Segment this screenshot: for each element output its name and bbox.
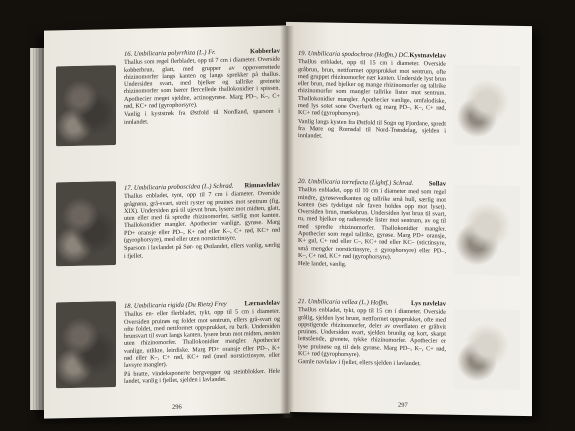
lichen-photo-21 — [454, 309, 520, 390]
entry-common-name: Kobberlav — [249, 47, 280, 56]
entry-title: 17. Umbilicaria proboscidea (L.) Schrad. — [124, 182, 234, 192]
lichen-photo-17 — [56, 181, 116, 266]
entry-distribution: Hele landet, vanlig. — [298, 260, 347, 269]
entry-distribution: Vanlig i kyststrøk fra Østfold til Nordland, sparsom i innlandet. — [124, 108, 280, 126]
entry-distribution: Vanlig langs kysten fra Østfold til Sogn og Fjordane, spredt fra Møre og Romsdal til Nord-Trøndelag, sjelden i innlandet. — [298, 117, 446, 140]
entry-body: Thallus enbladet, tykt, opp til 15 cm i diameter. Overside grålig, sjelden lyst brunt, nettformet oppsprukket, ofte med oppstigende rhizinomorfer, deler av overflaten er gråhvit pruinøs. Undersiden svart, sjelden brunlig og kort, skarpt lettstående, grenete, tykke rhizinomorfer. Apothecier er lyse pruinøse og til dels gyrøse. Marg PD–, K–, C+ rød, KC+ rød (gyrophorsyre). — [298, 306, 446, 359]
entry-19 — [298, 50, 446, 142]
entry-18 — [124, 300, 280, 386]
entry-title: 20. Umbilicaria torrefacta (Lightf.) Schrad. — [298, 178, 414, 188]
entry-body: Thallus enbladet, opp til 10 cm i diameter med som regel mindre, gyrøsevedkanten og tallrike små hull, særlig mot kanten (ses tydeligst når faven holdes opp mot lyset). Oversiden brun, mørkebrun. Undersiden lyst brun til svart, ru, med bjelker og radierende lister mot sentrum, av og til med spredte rhizinomorfer. Thallokonidier mangler. Apothecier som regel tallrike, gyrøse. Marg PD+ oransje, K+ gul, C+ rød eller C–, KC+ rød eller KC– (stictinsyre, små mengder norstictinsyre, ± gyrophorsyre) eller PD–, K–, C+ rød, KC+ rød (gyrophorsyre). — [298, 186, 446, 261]
entry-common-name: Lys navlelav — [411, 300, 446, 308]
book-gutter — [280, 26, 294, 418]
entry-title: 19. Umbilicaria spodochroa (Hoffm.) DC. — [298, 50, 410, 60]
entry-body: Thallus som regel flerbladet, opp til 7 cm i diameter. Overside kobberbrun, glatt, med grupper av oppoverrettede rhizinomorfer langs kanten og langs sprekker på thallus. Undersiden svart, med bjelker og tallrike greinete rhizinomorfer som bærer flercellede thallokonidier i spissen. Apothecier meget sjeldne, actinogyrøse. Marg PD–, K–, C+ rød, KC+ rød (gyrophorsyre). — [124, 55, 280, 110]
page-number: 297 — [398, 401, 408, 409]
entry-title: 16. Umbilicaria polyrrhiza (L.) Fr. — [124, 48, 216, 58]
entry-common-name: Rimnavlelav — [244, 181, 280, 190]
entry-body: Thallus en- eller flerbladet, tykt, opp til 5 cm i diameter. Oversiden pruinøs og foldet mot sentrum, ellers grå-svart og ofte foldet, med nettformet oppsprukket, ru bark. Undersiden brunsvart til svart langs kanten, lysere brun mot midten, nesten uten rhizinomorfer. Thallokonidier mangler. Apothecier vanlige, utlikte, leirdiske. Marg PD+ oransje eller PD–, K+ rød eller K–, C+ rød, KC+ rød (med norstictinsyre, eller lavsyre mangler). — [124, 307, 280, 370]
entry-body: Thallus enbladet, opp til 15 cm i diameter. Overside gråbrun, brun, nettformet oppsprukket mot sentrum, ofte med gruppet rhizinomorfer nær kanten. Underside lyst brun eller brun, med bjelker og mange rhizinomorfer og tallrike rhizinomorfer som mangler tallrike lister mot sentrum. Thallokonidier mangler. Apothecier vanlige, omfalodiske, med lys sotet sone Overbark og marg PD–, K–, C+ rød, KC+ rød (gyrophorsyre). — [298, 58, 446, 118]
entry-common-name: Sollav — [428, 180, 446, 188]
entry-common-name: Kystnavlelav — [409, 52, 446, 60]
entry-distribution: Sparsom i lavlandet på Sør- og Østlandet, ellers vanlig, særlig i fjellet. — [124, 242, 280, 260]
lichen-photo-18 — [56, 301, 116, 388]
page-number: 296 — [172, 403, 182, 411]
entry-common-name: Lærnavlelav — [244, 299, 280, 308]
left-page — [44, 25, 290, 418]
entry-21 — [298, 298, 446, 368]
entry-17 — [124, 182, 280, 260]
entry-title: 21. Umbilicaria vellea (L.) Hoffm. — [298, 298, 389, 307]
entry-body: Thallus enbladet, tynt, opp til 7 cm i diameter. Overside grågrønn, grå-svart, streit ryster og pruines mot sentrum (fig. XIX). Undersiden grå til ujevnt brun, lysere mot midten, glatt, uten eller med få spredte rhizinomorfer, særlig mot kanten. Thallokonidier mangler. Apothecier vanlige, gyrøse. Marg PD+ oransje eller PD–, K+ rød eller K–, C+ rød, KC+ rød (gyrophorsyre), med eller uten norstictinsyre. — [124, 189, 280, 244]
entry-title: 18. Umbilicaria rigida (Du Rietz) Frey — [124, 300, 227, 310]
entry-20 — [298, 178, 446, 270]
right-page — [286, 22, 532, 416]
lichen-photo-20 — [454, 185, 520, 276]
entry-distribution: På bratte, vindeksponerte bergvegger og steinblokker. Hele landet, vanlig i fjellet, sjelden i lavlandet. — [124, 367, 280, 385]
lichen-photo-19 — [454, 65, 520, 146]
entry-distribution: Gamle navlelav i fjellet, ellers sjelden i lavlandet. — [298, 358, 421, 368]
entry-16 — [124, 48, 280, 126]
lichen-photo-16 — [56, 65, 116, 146]
